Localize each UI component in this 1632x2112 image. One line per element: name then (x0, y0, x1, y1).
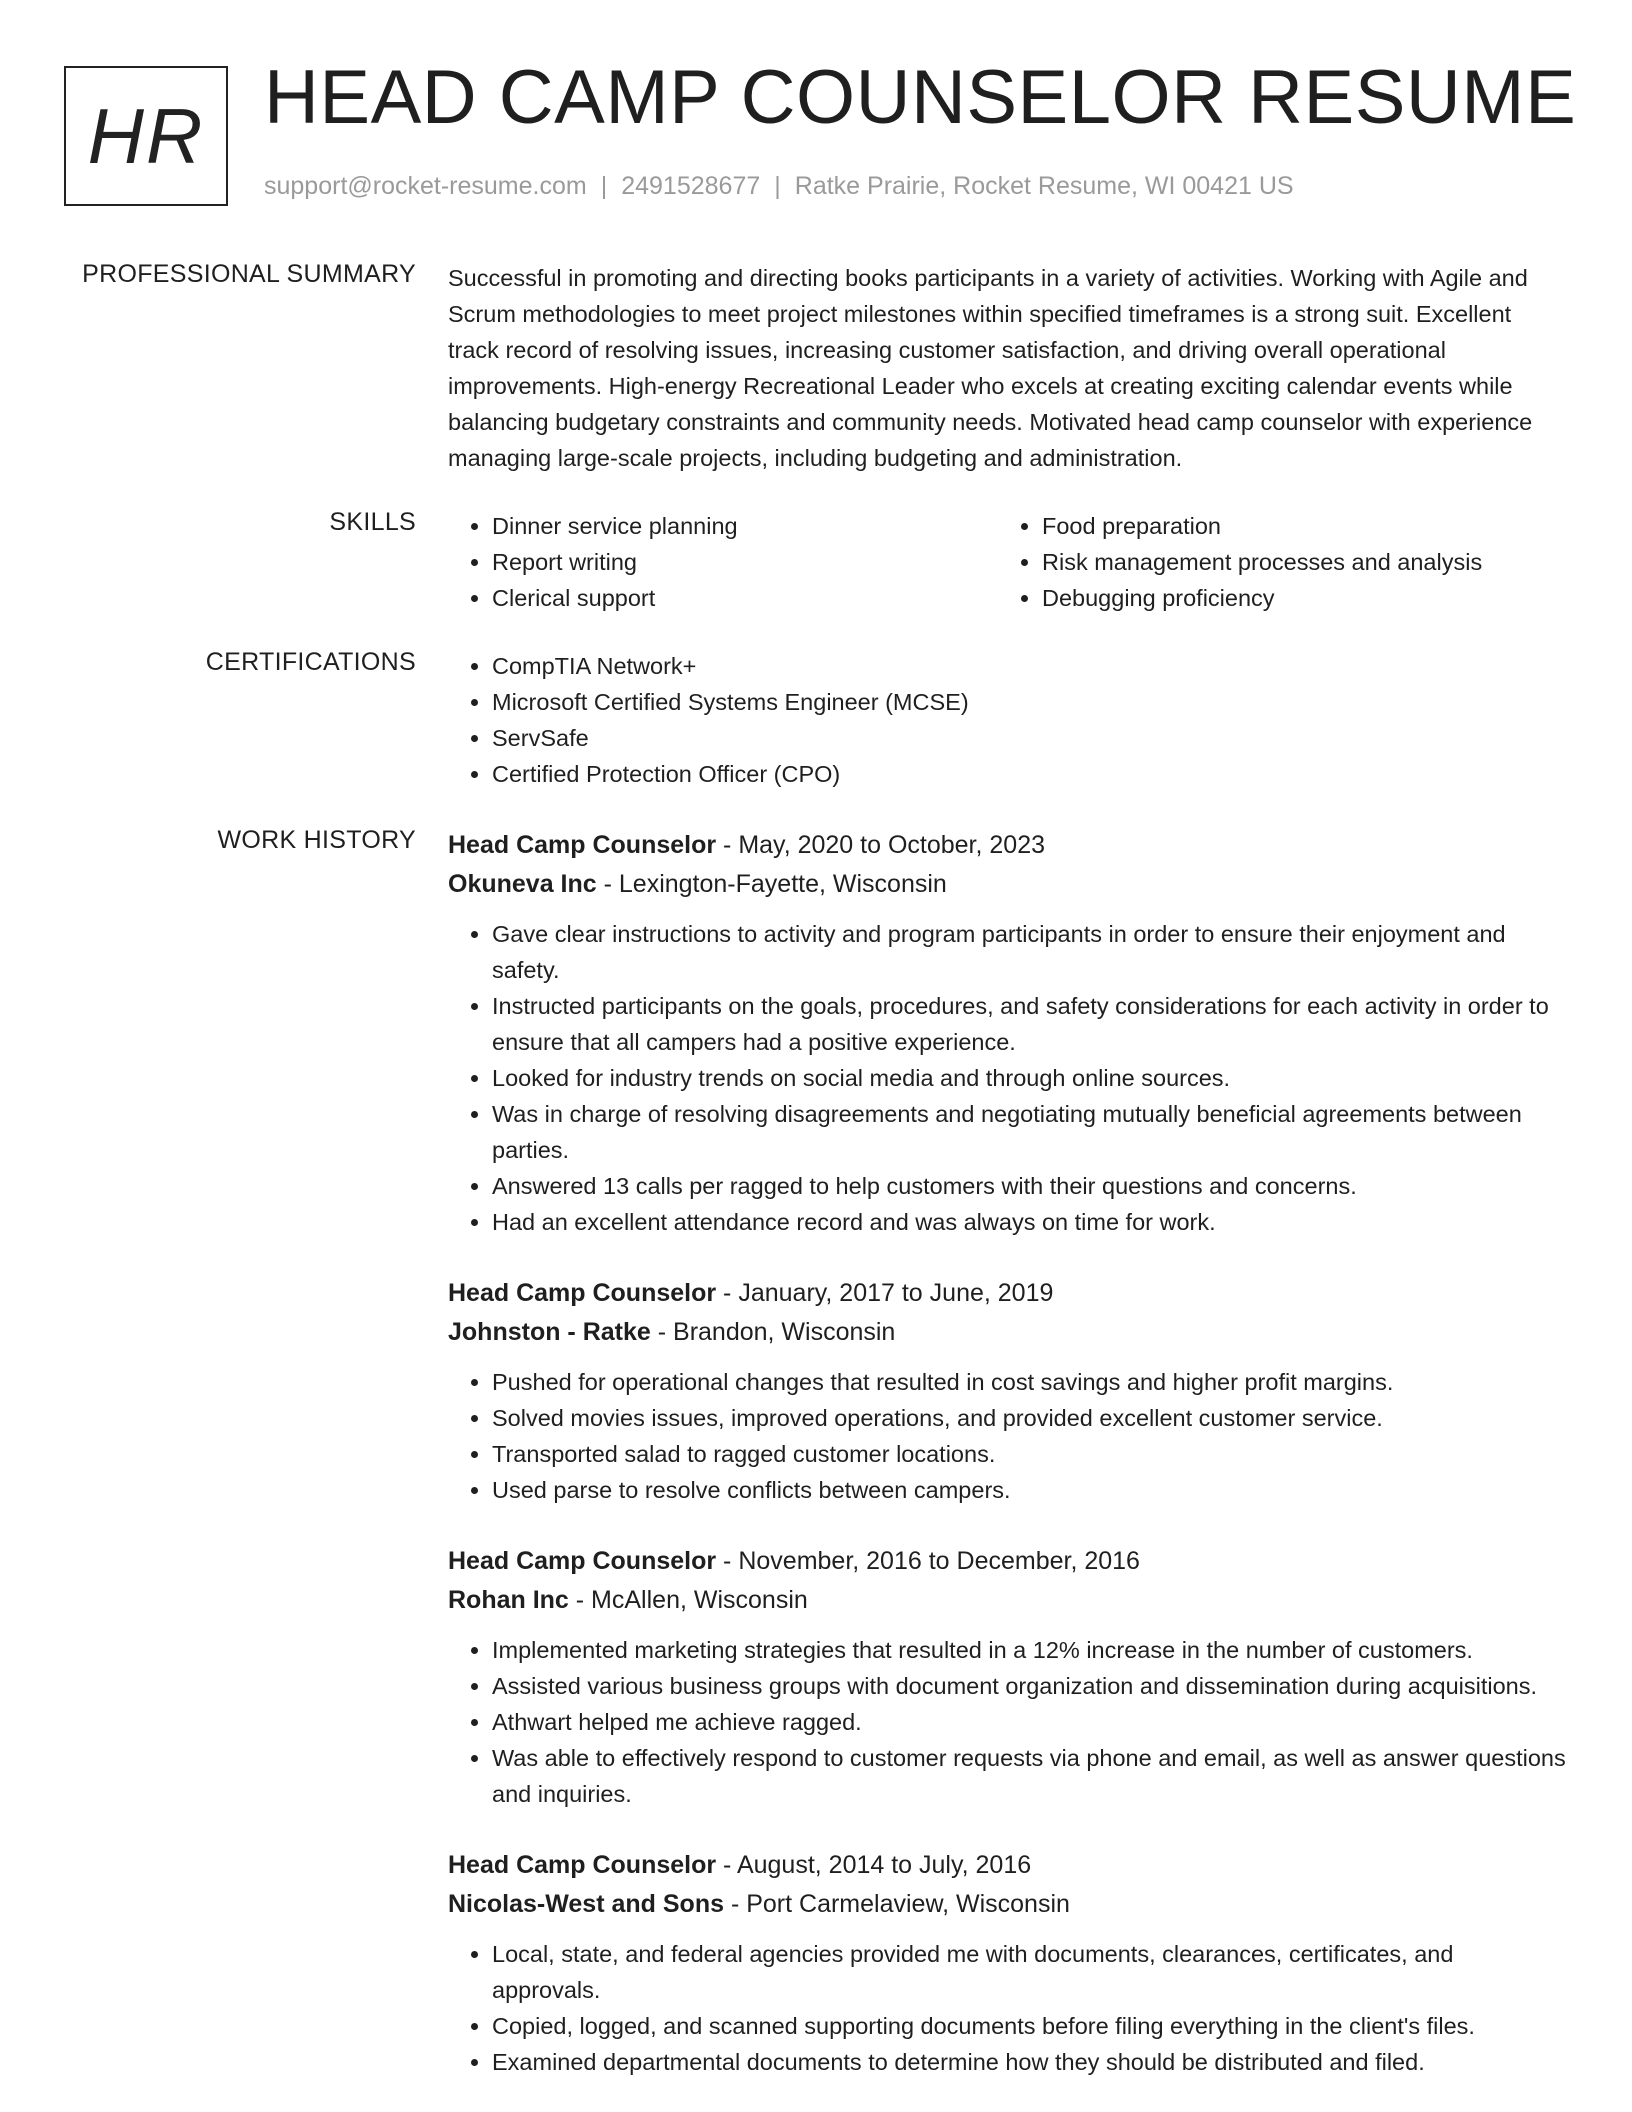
certification-item: • CompTIA Network+ (492, 648, 1568, 684)
job-company-line (448, 865, 1568, 904)
job-company: Okuneva Inc (448, 870, 597, 898)
job-bullet: • Athwart helped me achieve ragged. (492, 1704, 1568, 1740)
certification-item: • Microsoft Certified Systems Engineer (MCSE) (492, 684, 1568, 720)
job-bullet: • Looked for industry trends on social media and through online sources. (492, 1060, 1568, 1096)
job-dates: - January, 2017 to June, 2019 (716, 1279, 1054, 1307)
contact-line (264, 172, 1294, 201)
job-bullet: • Was in charge of resolving disagreements and negotiating mutually beneficial agreements between parties. (492, 1096, 1568, 1168)
job-title-line (448, 1274, 1568, 1313)
job-bullet: • Gave clear instructions to activity and program participants in order to ensure their enjoyment and safety. (492, 916, 1568, 988)
job-entry (448, 826, 1568, 1240)
monogram-initials: HR (87, 91, 205, 180)
monogram-box (64, 66, 228, 206)
skills-body (448, 508, 1568, 616)
resume-title: HEAD CAMP COUNSELOR RESUME (264, 55, 1577, 140)
job-bullet: • Local, state, and federal agencies provided me with documents, clearances, certificates, and approvals. (492, 1936, 1568, 2008)
section-heading-certifications: CERTIFICATIONS (205, 648, 416, 676)
job-dates: - November, 2016 to December, 2016 (716, 1547, 1140, 1575)
skills-list-right (998, 508, 1548, 616)
job-title-line (448, 1846, 1568, 1885)
contact-separator: | (600, 172, 608, 200)
job-bullet: • Implemented marketing strategies that resulted in a 12% increase in the number of customers. (492, 1632, 1568, 1668)
job-bullet: • Transported salad to ragged customer locations. (492, 1436, 1568, 1472)
job-title: Head Camp Counselor (448, 1279, 717, 1307)
job-bullet: • Used parse to resolve conflicts between campers. (492, 1472, 1568, 1508)
job-bullet: • Had an excellent attendance record and was always on time for work. (492, 1204, 1568, 1240)
job-bullets (448, 1632, 1568, 1812)
skill-item: • Clerical support (492, 580, 998, 616)
job-location: - McAllen, Wisconsin (568, 1586, 808, 1614)
job-dates: - May, 2020 to October, 2023 (716, 831, 1046, 859)
job-company: Rohan Inc (448, 1586, 569, 1614)
section-heading-summary: PROFESSIONAL SUMMARY (82, 260, 416, 288)
skill-item: • Food preparation (1042, 508, 1548, 544)
section-heading-work-history: WORK HISTORY (217, 826, 416, 854)
job-company: Nicolas-West and Sons (448, 1890, 724, 1918)
job-bullet: • Instructed participants on the goals, procedures, and safety considerations for each activity in order to ensure that all campers had a positive experience. (492, 988, 1568, 1060)
job-location: - Lexington-Fayette, Wisconsin (596, 870, 947, 898)
job-title: Head Camp Counselor (448, 831, 717, 859)
job-dates: - August, 2014 to July, 2016 (716, 1851, 1032, 1879)
work-history-body (448, 826, 1568, 2112)
job-title-line (448, 826, 1568, 865)
job-bullet: • Solved movies issues, improved operations, and provided excellent customer service. (492, 1400, 1568, 1436)
job-bullet: • Was able to effectively respond to customer requests via phone and email, as well as answer questions and inquiries. (492, 1740, 1568, 1812)
certifications-list (448, 648, 1568, 792)
job-title: Head Camp Counselor (448, 1851, 717, 1879)
job-company: Johnston - Ratke (448, 1318, 651, 1346)
job-bullets (448, 916, 1568, 1240)
job-title-line (448, 1542, 1568, 1581)
skill-item: • Report writing (492, 544, 998, 580)
certification-item: • Certified Protection Officer (CPO) (492, 756, 1568, 792)
contact-address: Ratke Prairie, Rocket Resume, WI 00421 US (794, 172, 1294, 200)
job-bullet: • Answered 13 calls per ragged to help customers with their questions and concerns. (492, 1168, 1568, 1204)
summary-text: Successful in promoting and directing books participants in a variety of activities. Working with Agile and Scrum methodologies to meet project milestones within specified timeframes is a strong suit. Excellent track record of resolving issues, increasing customer satisfaction, and driving overall operational improvements. High-energy Recreational Leader who excels at creating exciting calendar events while balancing budgetary constraints and community needs. Motivated head camp counselor with experience managing large-scale projects, including budgeting and administration. (448, 265, 1533, 471)
job-company-line (448, 1885, 1568, 1924)
job-bullets (448, 1364, 1568, 1508)
job-entry (448, 1274, 1568, 1508)
contact-phone[interactable]: 2491528677 (621, 172, 761, 200)
certification-item: • ServSafe (492, 720, 1568, 756)
job-entry (448, 1846, 1568, 2080)
job-entry (448, 1542, 1568, 1812)
skill-item: • Debugging proficiency (1042, 580, 1548, 616)
job-bullet: • Examined departmental documents to determine how they should be distributed and filed. (492, 2044, 1568, 2080)
job-company-line (448, 1313, 1568, 1352)
job-bullets (448, 1936, 1568, 2080)
job-bullet: • Copied, logged, and scanned supporting documents before filing everything in the client's files. (492, 2008, 1568, 2044)
job-bullet: • Pushed for operational changes that resulted in cost savings and higher profit margins. (492, 1364, 1568, 1400)
skills-grid (448, 508, 1568, 616)
certifications-body (448, 648, 1568, 792)
job-title: Head Camp Counselor (448, 1547, 717, 1575)
contact-email[interactable]: support@rocket-resume.com (264, 172, 587, 200)
summary-body (448, 260, 1568, 476)
skill-item: • Risk management processes and analysis (1042, 544, 1548, 580)
job-location: - Brandon, Wisconsin (650, 1318, 896, 1346)
skills-list-left (448, 508, 998, 616)
section-heading-skills: SKILLS (329, 508, 416, 536)
job-bullet: • Assisted various business groups with document organization and dissemination during acquisitions. (492, 1668, 1568, 1704)
contact-separator: | (774, 172, 781, 200)
job-company-line (448, 1581, 1568, 1620)
skill-item: • Dinner service planning (492, 508, 998, 544)
job-location: - Port Carmelaview, Wisconsin (724, 1890, 1070, 1918)
